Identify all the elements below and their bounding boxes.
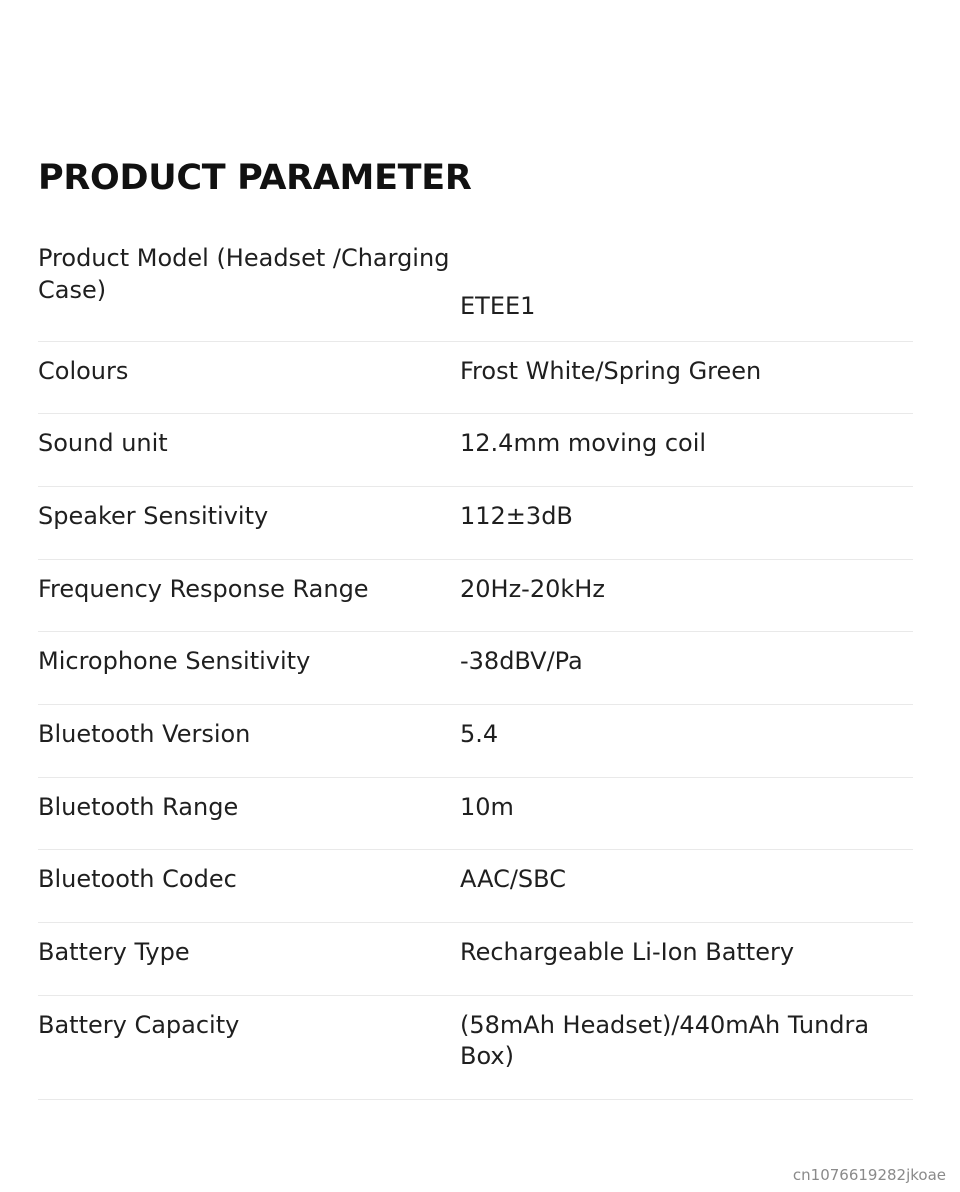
spec-label: Frequency Response Range: [38, 559, 460, 632]
spec-value: 112±3dB: [460, 487, 913, 560]
spec-value: -38dBV/Pa: [460, 632, 913, 705]
spec-label: Sound unit: [38, 414, 460, 487]
spec-label: Battery Type: [38, 923, 460, 996]
table-body: [38, 243, 913, 1100]
spec-label: Microphone Sensitivity: [38, 632, 460, 705]
spec-value: 20Hz-20kHz: [460, 559, 913, 632]
spec-label: Bluetooth Range: [38, 777, 460, 850]
spec-label: Battery Capacity: [38, 995, 460, 1099]
spec-label: Speaker Sensitivity: [38, 487, 460, 560]
spec-value: 12.4mm moving coil: [460, 414, 913, 487]
watermark-text: cn1076619282jkoae: [792, 1166, 946, 1184]
spec-value: AAC/SBC: [460, 850, 913, 923]
table-row: [38, 923, 913, 996]
table-row: [38, 243, 913, 341]
page-title: PRODUCT PARAMETER: [38, 158, 472, 198]
spec-value: ETEE1: [460, 243, 913, 341]
spec-value: Frost White/Spring Green: [460, 341, 913, 414]
spec-label: Product Model (Headset /Charging Case): [38, 243, 460, 341]
table-row: [38, 487, 913, 560]
spec-value: 10m: [460, 777, 913, 850]
table-row: [38, 705, 913, 778]
table-row: [38, 777, 913, 850]
table-row: [38, 632, 913, 705]
table-row: [38, 414, 913, 487]
table-row: [38, 995, 913, 1099]
spec-label: Colours: [38, 341, 460, 414]
spec-value: Rechargeable Li-Ion Battery: [460, 923, 913, 996]
product-parameter-table: [38, 243, 913, 1100]
table-row: [38, 559, 913, 632]
spec-label: Bluetooth Version: [38, 705, 460, 778]
spec-label: Bluetooth Codec: [38, 850, 460, 923]
spec-value: (58mAh Headset)/440mAh Tundra Box): [460, 995, 913, 1099]
table-row: [38, 341, 913, 414]
table-row: [38, 850, 913, 923]
spec-value: 5.4: [460, 705, 913, 778]
